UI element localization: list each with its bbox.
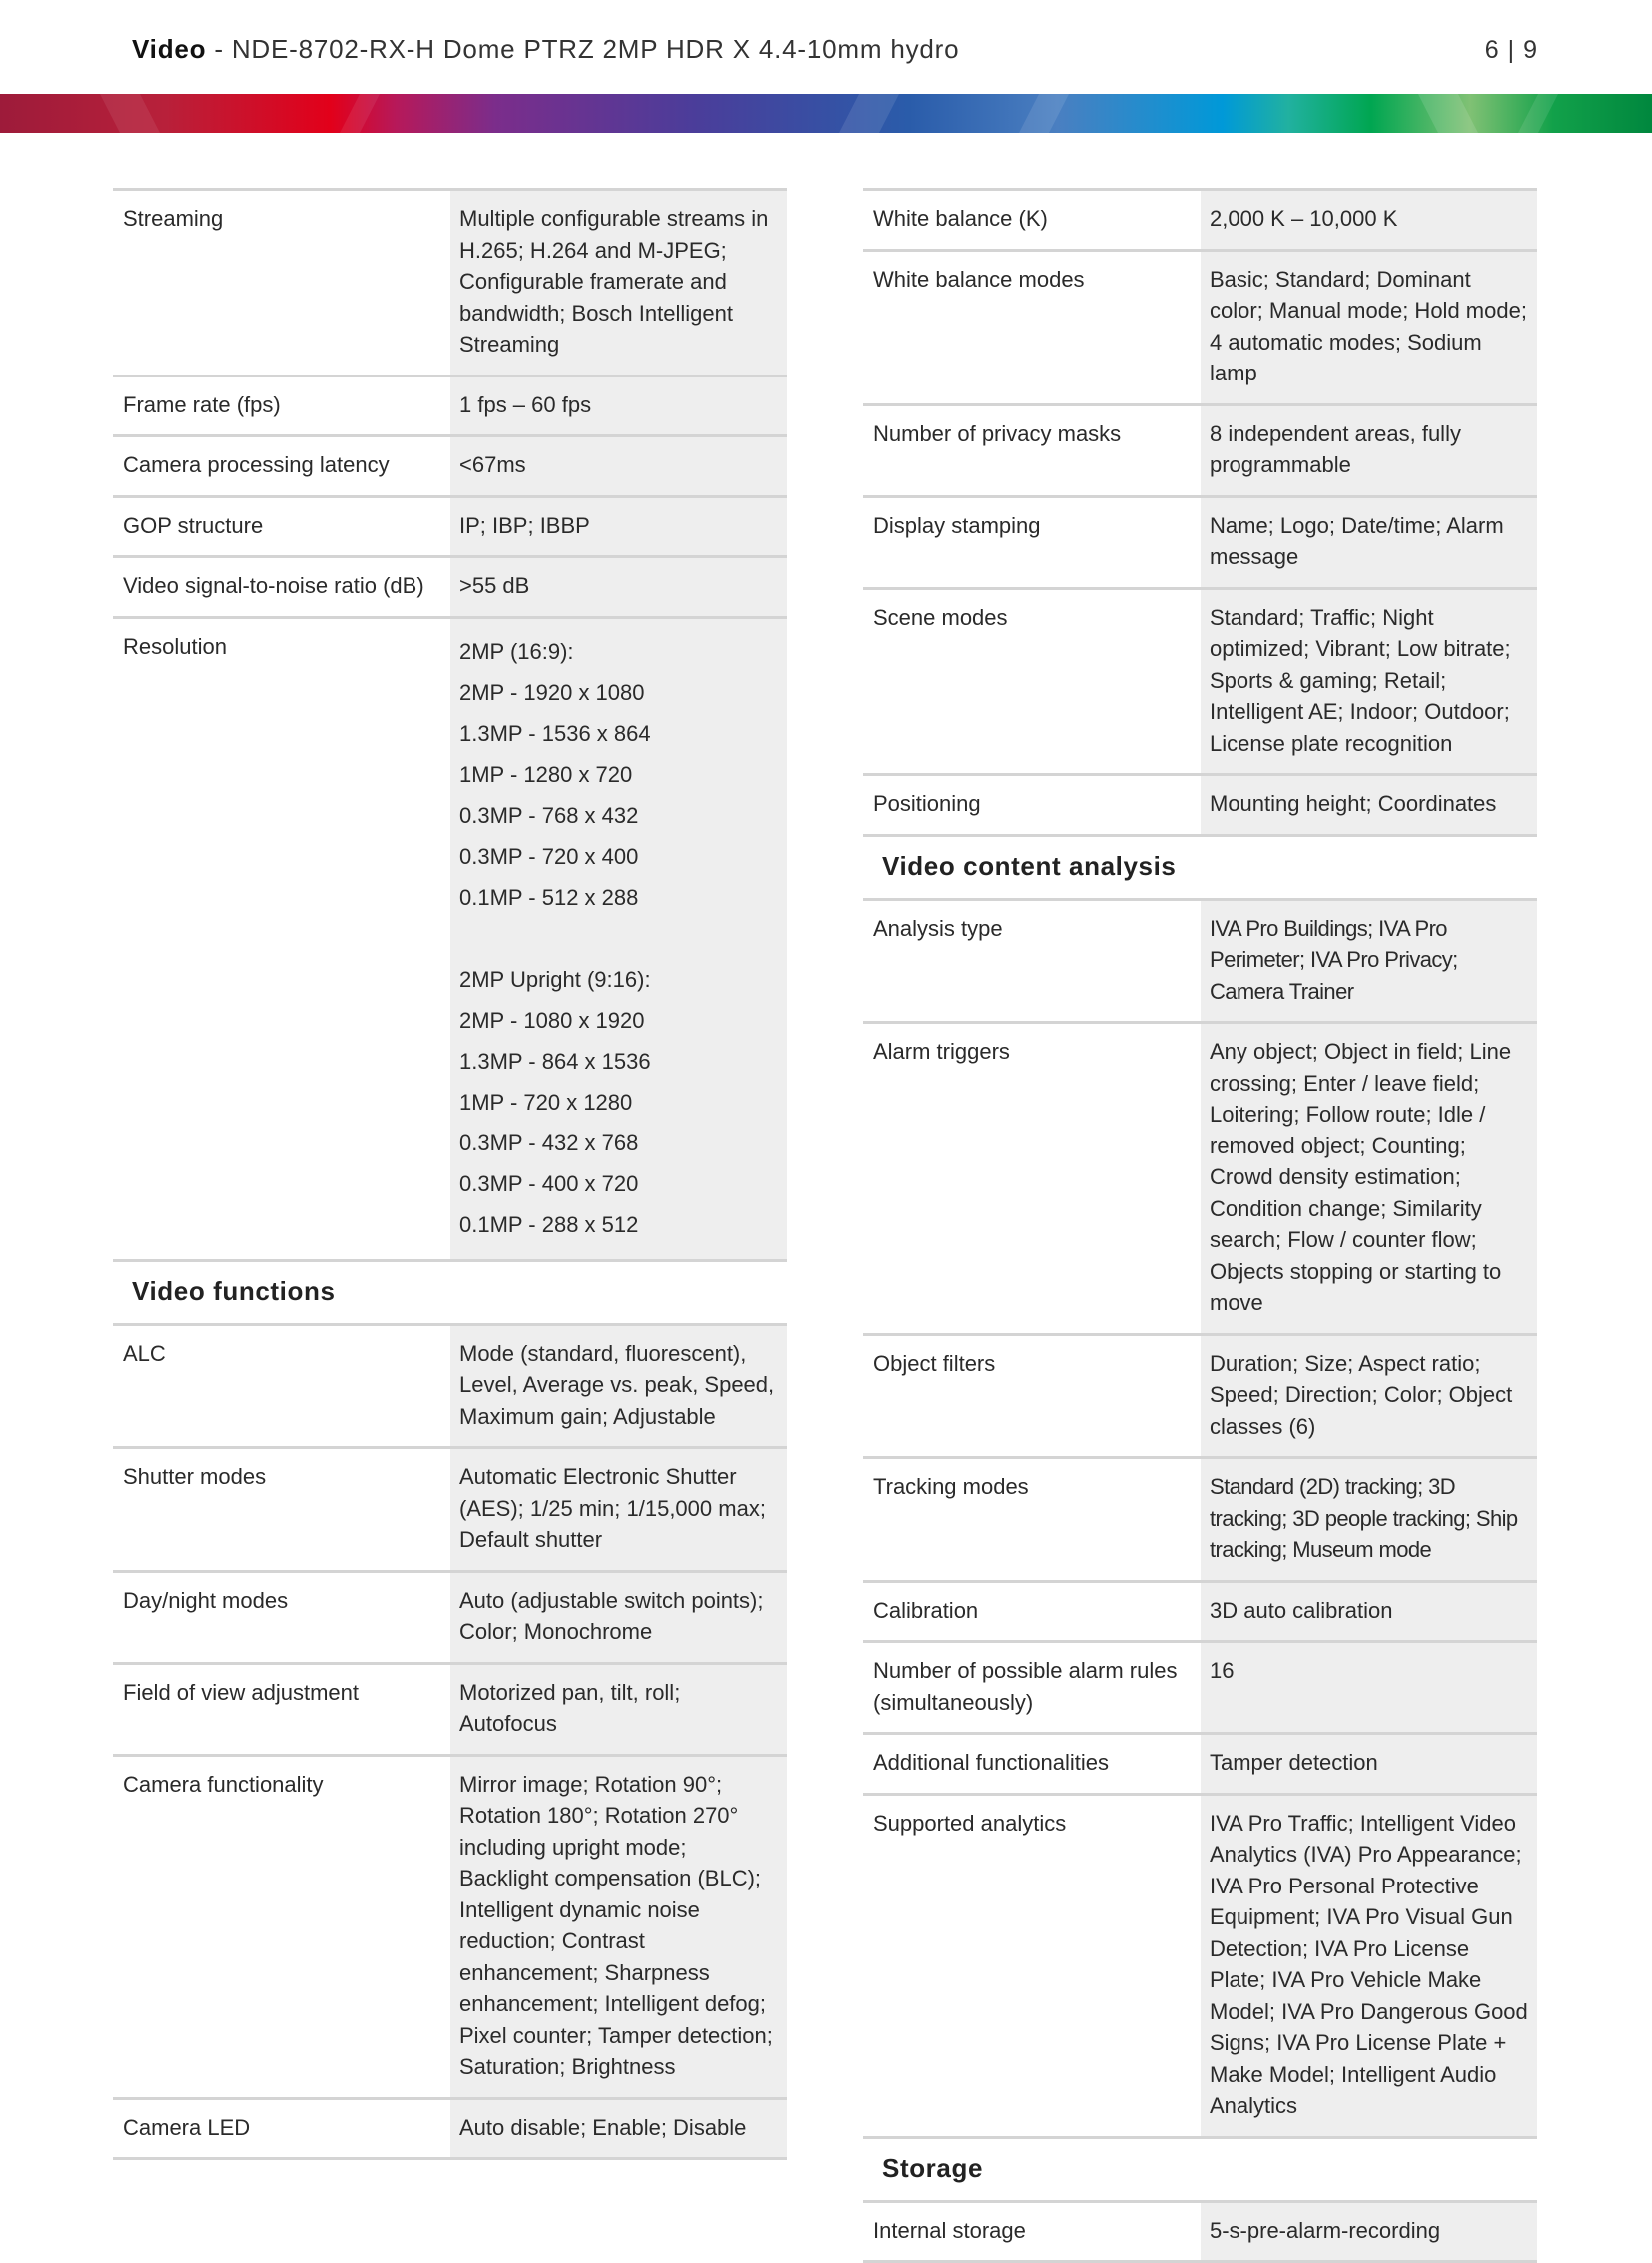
spec-label: Number of possible alarm rules (simultaneously) [863,1643,1201,1732]
resolution-line: 0.3MP - 720 x 400 [459,836,779,877]
spec-value: 2,000 K – 10,000 K [1201,191,1537,249]
spec-label: Frame rate (fps) [113,377,450,435]
spec-value: Any object; Object in field; Line crossing; Enter / leave field; Loitering; Follow route; Idle / removed object; Counting; Crowd density estimation; Condition change; Similarity search; Flow / counter flow; Objects stopping or starting to move [1201,1024,1537,1333]
right-spec-column [863,188,1537,2263]
spec-label: Display stamping [863,498,1201,587]
document-title [132,34,959,65]
spec-label: Camera processing latency [113,437,450,495]
resolution-line: 0.3MP - 432 x 768 [459,1123,779,1163]
document-title-section: Video [132,34,206,64]
spec-row-alarm-rules [863,1640,1537,1732]
spec-label: Internal storage [863,2203,1201,2261]
spec-row-latency [113,434,787,495]
spec-value: Auto disable; Enable; Disable [450,2100,787,2158]
spec-row-shutter [113,1446,787,1570]
spec-label: Resolution [113,619,450,1259]
spec-row-snr [113,555,787,616]
spec-label: ALC [113,1326,450,1447]
spec-row-privacy-masks [863,403,1537,495]
spec-row-alc [113,1323,787,1447]
spec-row-display-stamping [863,495,1537,587]
resolution-line: 0.1MP - 512 x 288 [459,877,779,918]
spec-value: IVA Pro Traffic; Intelligent Video Analytics (IVA) Pro Appearance; IVA Pro Personal Protective Equipment; IVA Pro Visual Gun Detection; IVA Pro License Plate; IVA Pro Vehicle Make Model; IVA Pro Dangerous Good Signs; IVA Pro License Plate + Make Model; Intelligent Audio Analytics [1201,1796,1537,2136]
spec-value: Mirror image; Rotation 90°; Rotation 180°; Rotation 270° including upright mode; Backlight compensation (BLC); Intelligent dynamic noise reduction; Contrast enhancement; Sharpness enhancement; Intelligent defog; Pixel counter; Tamper detection; Saturation; Brightness [450,1757,787,2097]
spec-row-internal-storage [863,2200,1537,2263]
resolution-spacer [459,918,779,959]
page-header [0,0,1652,94]
spec-row-white-balance [863,188,1537,249]
spec-value: 3D auto calibration [1201,1583,1537,1641]
spec-row-object-filters [863,1333,1537,1457]
spec-label: Camera LED [113,2100,450,2158]
spec-value: Mode (standard, fluorescent), Level, Average vs. peak, Speed, Maximum gain; Adjustable [450,1326,787,1447]
spec-value: >55 dB [450,558,787,616]
spec-value: IP; IBP; IBBP [450,498,787,556]
resolution-line: 1.3MP - 1536 x 864 [459,713,779,754]
left-spec-column [113,188,787,2160]
spec-label: Shutter modes [113,1449,450,1570]
spec-row-camera-led [113,2097,787,2161]
resolution-line: 0.1MP - 288 x 512 [459,1204,779,1245]
spec-label: Positioning [863,776,1201,834]
spec-label: Supported analytics [863,1796,1201,2136]
spec-value: Auto (adjustable switch points); Color; Monochrome [450,1573,787,1662]
spec-value: Multiple configurable streams in H.265; H.264 and M-JPEG; Configurable framerate and bandwidth; Bosch Intelligent Streaming [450,191,787,375]
spec-row-gop [113,495,787,556]
spec-row-fov [113,1662,787,1754]
spec-row-calibration [863,1580,1537,1641]
spec-row-tracking-modes [863,1456,1537,1580]
spec-row-day-night [113,1570,787,1662]
spec-value: Basic; Standard; Dominant color; Manual mode; Hold mode; 4 automatic modes; Sodium lamp [1201,252,1537,403]
spec-value: Motorized pan, tilt, roll; Autofocus [450,1665,787,1754]
spec-value: 16 [1201,1643,1537,1732]
spec-value: 1 fps – 60 fps [450,377,787,435]
resolution-line: 1MP - 1280 x 720 [459,754,779,795]
spec-label: Calibration [863,1583,1201,1641]
spec-label: Video signal-to-noise ratio (dB) [113,558,450,616]
resolution-line: 1.3MP - 864 x 1536 [459,1041,779,1082]
spec-row-supported-analytics [863,1793,1537,2136]
spec-label: White balance modes [863,252,1201,403]
spec-label: Scene modes [863,590,1201,774]
spec-value: 8 independent areas, fully programmable [1201,406,1537,495]
resolution-line: 2MP - 1920 x 1080 [459,672,779,713]
spec-row-alarm-triggers [863,1021,1537,1333]
spec-value: Mounting height; Coordinates [1201,776,1537,834]
spec-row-streaming [113,188,787,375]
resolution-line: 1MP - 720 x 1280 [459,1082,779,1123]
resolution-line: 0.3MP - 400 x 720 [459,1163,779,1204]
spec-value: 5-s-pre-alarm-recording [1201,2203,1537,2261]
spec-label: Number of privacy masks [863,406,1201,495]
section-heading-storage: Storage [863,2136,1537,2200]
spec-row-analysis-type [863,898,1537,1022]
spec-value: Duration; Size; Aspect ratio; Speed; Direction; Color; Object classes (6) [1201,1336,1537,1457]
page-number: 6 | 9 [1485,36,1538,65]
section-heading-video-content-analysis: Video content analysis [863,834,1537,898]
resolution-line: 0.3MP - 768 x 432 [459,795,779,836]
spec-value: Standard; Traffic; Night optimized; Vibrant; Low bitrate; Sports & gaming; Retail; Intelligent AE; Indoor; Outdoor; License plate recognition [1201,590,1537,774]
spec-label: GOP structure [113,498,450,556]
document-title-product: - NDE-8702-RX-H Dome PTRZ 2MP HDR X 4.4-10mm hydro [206,34,959,64]
spec-label: Field of view adjustment [113,1665,450,1754]
section-heading-video-functions: Video functions [113,1259,787,1323]
spec-label: White balance (K) [863,191,1201,249]
spec-row-additional-functionalities [863,1732,1537,1793]
spec-row-white-balance-modes [863,249,1537,403]
spec-label: Additional functionalities [863,1735,1201,1793]
spec-row-positioning [863,773,1537,834]
spec-value-resolution-list [450,619,787,1259]
spec-value: Automatic Electronic Shutter (AES); 1/25 min; 1/15,000 max; Default shutter [450,1449,787,1570]
spec-row-frame-rate [113,375,787,435]
spec-value: Tamper detection [1201,1735,1537,1793]
spec-value: Standard (2D) tracking; 3D tracking; 3D people tracking; Ship tracking; Museum mode [1201,1459,1537,1580]
resolution-line: 2MP (16:9): [459,631,779,672]
spec-label: Object filters [863,1336,1201,1457]
spec-label: Alarm triggers [863,1024,1201,1333]
resolution-line: 2MP Upright (9:16): [459,959,779,1000]
spec-label: Tracking modes [863,1459,1201,1580]
spec-row-scene-modes [863,587,1537,774]
spec-row-camera-functionality [113,1754,787,2097]
spec-label: Streaming [113,191,450,375]
spec-value: <67ms [450,437,787,495]
resolution-line: 2MP - 1080 x 1920 [459,1000,779,1041]
spec-value: Name; Logo; Date/time; Alarm message [1201,498,1537,587]
spec-label: Analysis type [863,901,1201,1022]
spec-value: IVA Pro Buildings; IVA Pro Perimeter; IVA Pro Privacy; Camera Trainer [1201,901,1537,1022]
spec-label: Day/night modes [113,1573,450,1662]
brand-color-band [0,94,1652,133]
spec-row-resolution [113,616,787,1259]
spec-label: Camera functionality [113,1757,450,2097]
